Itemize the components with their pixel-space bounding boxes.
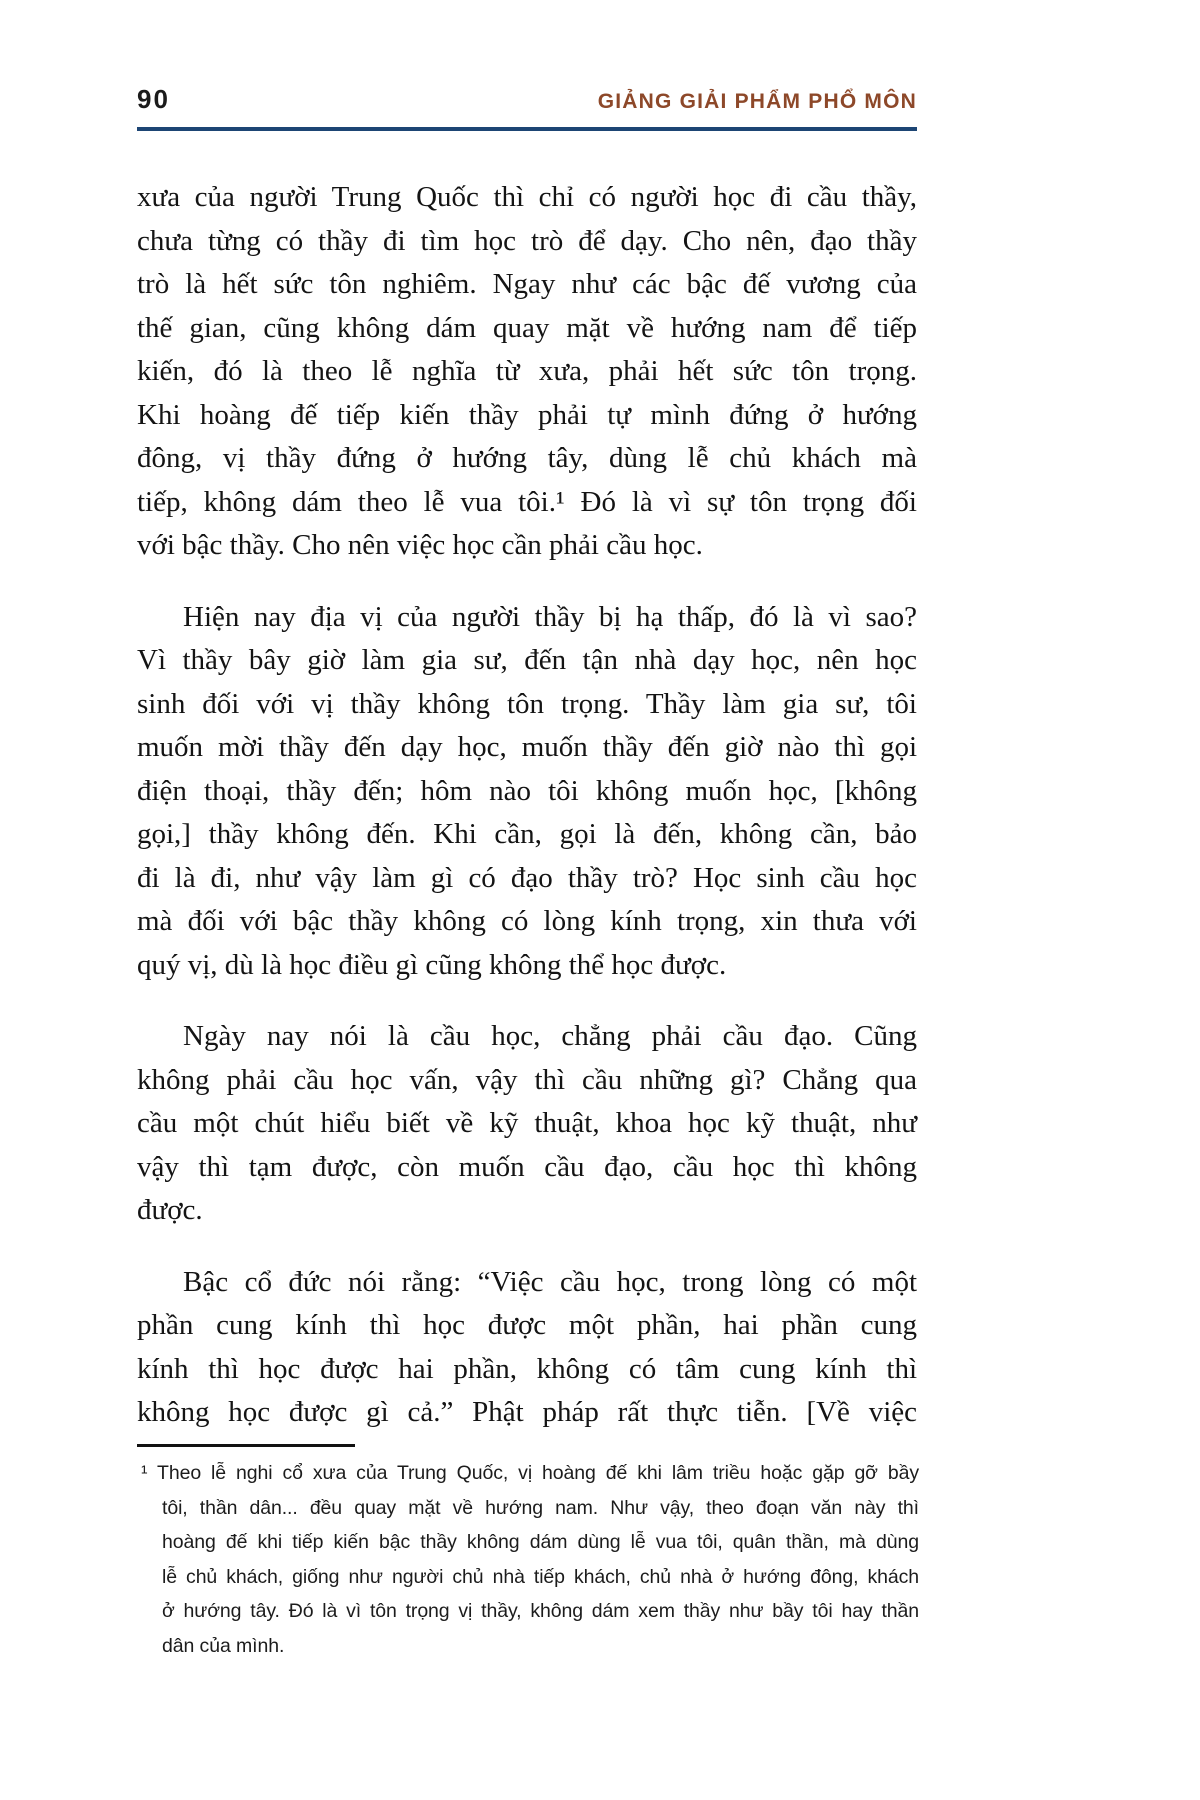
body-line: vậy thì tạm được, còn muốn cầu đạo, cầu học thì không — [137, 1150, 917, 1183]
body-line: mà đối với bậc thầy không có lòng kính trọng, xin thưa với — [137, 905, 917, 937]
body-line: kính thì học được hai phần, không có tâm cung kính thì — [137, 1352, 917, 1385]
footnote-line: lễ chủ khách, giống như người chủ nhà tiếp khách, chủ nhà ở hướng đông, khách — [162, 1565, 919, 1588]
footnote-line: ¹ Theo lễ nghi cổ xưa của Trung Quốc, vị hoàng đế khi lâm triều hoặc gặp gỡ bầy — [141, 1462, 919, 1484]
body-line: đông, vị thầy đứng ở hướng tây, dùng lễ chủ khách mà — [137, 442, 917, 474]
body-line: gọi,] thầy không đến. Khi cần, gọi là đến, không cần, bảo — [137, 818, 917, 850]
body-line: phần cung kính thì học được một phần, hai phần cung — [137, 1309, 917, 1341]
body-line: tiếp, không dám theo lễ vua tôi.¹ Đó là vì sự tôn trọng đối — [137, 485, 917, 518]
body-paragraph — [137, 596, 917, 988]
footnote-line: hoàng đế khi tiếp kiến bậc thầy không dám dùng lễ vua tôi, quân thần, mà dùng — [162, 1531, 919, 1553]
body-paragraph — [137, 176, 917, 568]
body-line: đi là đi, như vậy làm gì có đạo thầy trò? Học sinh cầu học — [137, 861, 917, 894]
body-line: Vì thầy bây giờ làm gia sư, đến tận nhà dạy học, nên học — [137, 644, 917, 676]
header-rule — [137, 127, 917, 131]
footnote-line: dân của mình. — [162, 1634, 285, 1657]
footnote-separator — [137, 1444, 355, 1447]
body-line: không phải cầu học vấn, vậy thì cầu những gì? Chẳng qua — [137, 1063, 917, 1096]
page-header — [137, 84, 917, 115]
body-line: xưa của người Trung Quốc thì chỉ có người học đi cầu thầy, — [137, 181, 917, 213]
body-line: điện thoại, thầy đến; hôm nào tôi không muốn học, [không — [137, 774, 917, 807]
body-paragraph — [137, 1015, 917, 1233]
body-line: Bậc cổ đức nói rằng: “Việc cầu học, trong lòng có một — [183, 1265, 917, 1298]
footnote — [141, 1456, 919, 1663]
body-line: thế gian, cũng không dám quay mặt về hướng nam để tiếp — [137, 311, 917, 344]
body-text — [137, 176, 917, 1435]
footnote-line: tôi, thần dân... đều quay mặt về hướng nam. Như vậy, theo đoạn văn này thì — [162, 1496, 919, 1519]
body-line: quý vị, dù là học điều gì cũng không thể học được. — [137, 948, 727, 981]
body-line: không học được gì cả.” Phật pháp rất thực tiễn. [Về việc — [137, 1396, 917, 1428]
body-paragraph — [137, 1261, 917, 1435]
body-line: trò là hết sức tôn nghiêm. Ngay như các bậc đế vương của — [137, 268, 917, 300]
body-line: Ngày nay nói là cầu học, chẳng phải cầu đạo. Cũng — [183, 1020, 917, 1052]
body-line: chưa từng có thầy đi tìm học trò để dạy. Cho nên, đạo thầy — [137, 224, 917, 257]
body-line: kiến, đó là theo lễ nghĩa từ xưa, phải hết sức tôn trọng. — [137, 355, 917, 387]
body-line: sinh đối với vị thầy không tôn trọng. Thầy làm gia sư, tôi — [137, 687, 917, 720]
body-line: với bậc thầy. Cho nên việc học cần phải cầu học. — [137, 529, 703, 561]
body-line: muốn mời thầy đến dạy học, muốn thầy đến giờ nào thì gọi — [137, 731, 917, 763]
body-line: Khi hoàng đế tiếp kiến thầy phải tự mình đứng ở hướng — [137, 398, 917, 431]
running-header-title: GIẢNG GIẢI PHẨM PHỔ MÔN — [597, 90, 917, 113]
body-line: được. — [137, 1194, 203, 1226]
page-number: 90 — [137, 84, 170, 114]
body-line: cầu một chút hiểu biết về kỹ thuật, khoa học kỹ thuật, như — [137, 1107, 917, 1139]
footnote-line: ở hướng tây. Đó là vì tôn trọng vị thầy, không dám xem thầy như bầy tôi hay thần — [162, 1600, 919, 1622]
body-line: Hiện nay địa vị của người thầy bị hạ thấp, đó là vì sao? — [183, 600, 917, 633]
